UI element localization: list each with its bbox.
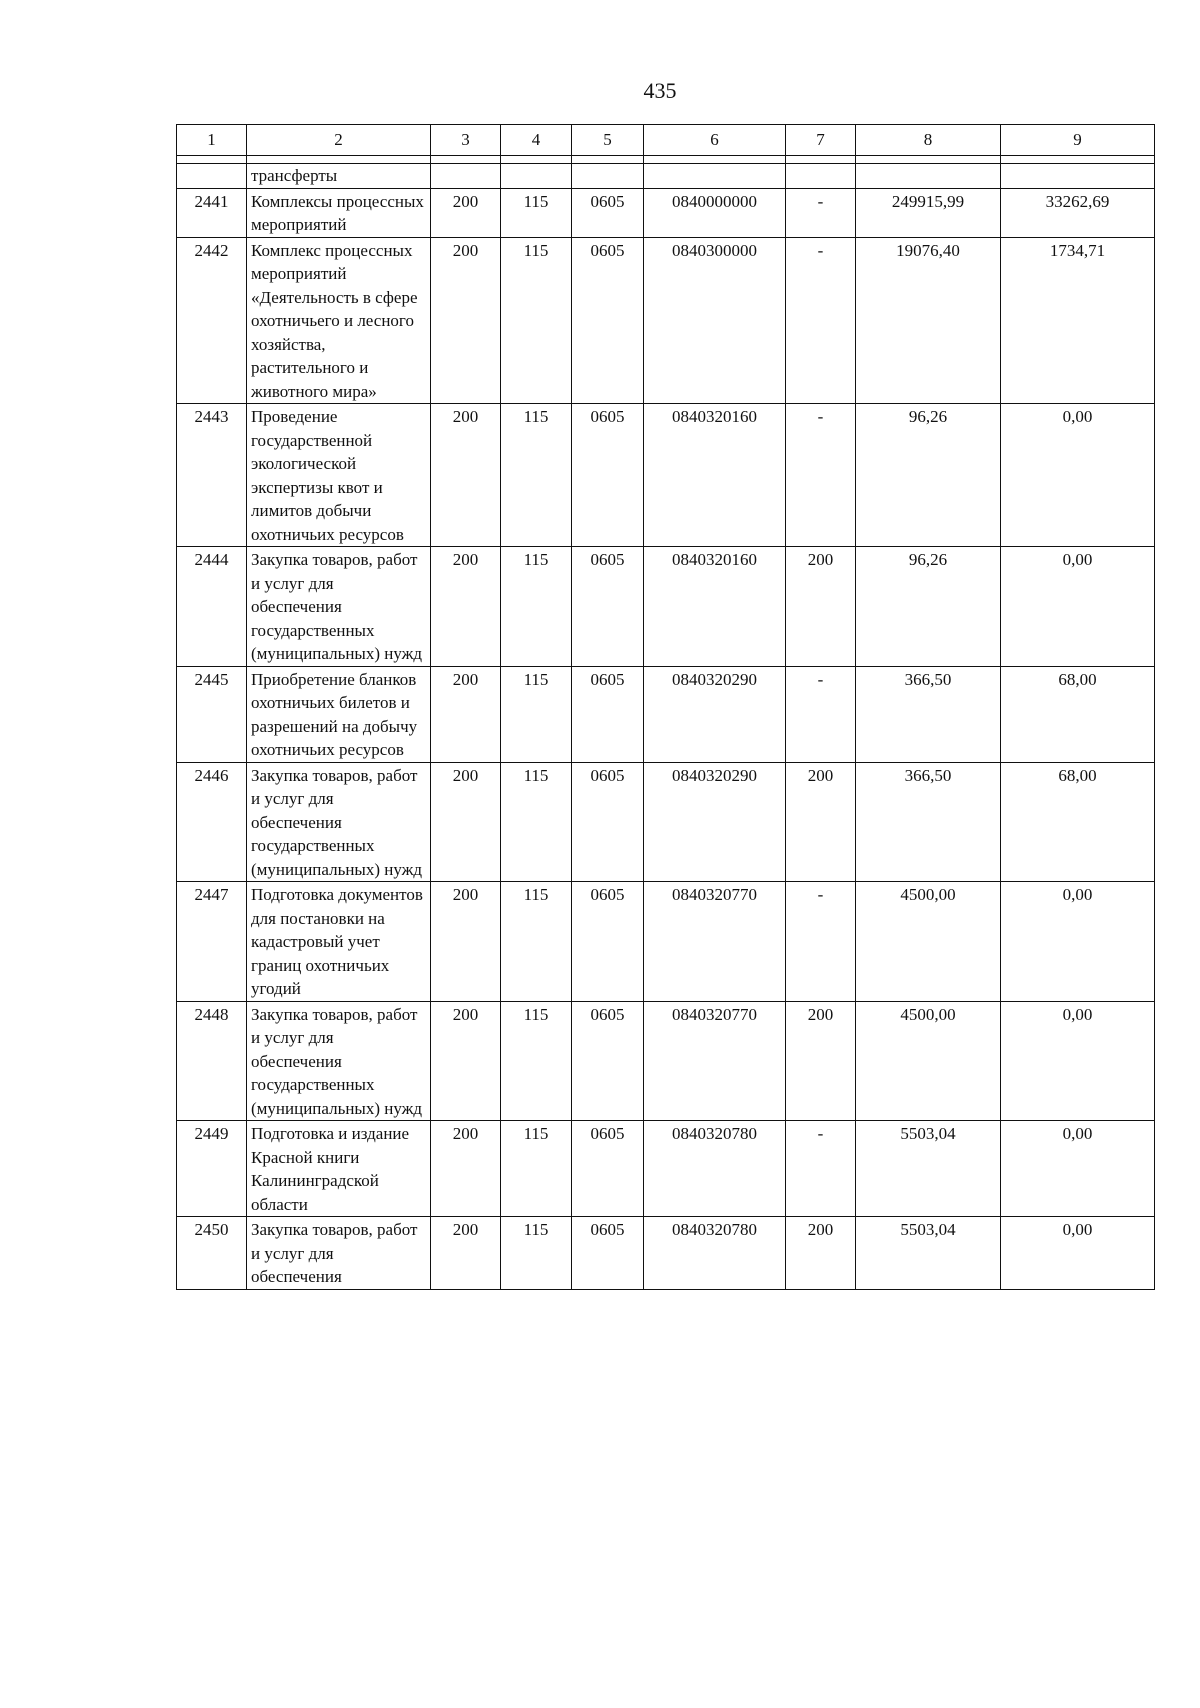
table-cell	[572, 164, 644, 189]
column-5-cell: 0605	[572, 404, 644, 547]
column-header: 8	[856, 125, 1001, 156]
column-8-cell: 249915,99	[856, 188, 1001, 237]
row-number-cell: 2447	[177, 882, 247, 1002]
column-7-cell: -	[786, 666, 856, 762]
column-4-cell: 115	[501, 762, 572, 882]
continuation-row	[177, 164, 1155, 189]
item-name-cell: Комплекс процессных мероприятий «Деятельность в сфере охотничьего и лесного хозяйства, растительного и животного мира»	[247, 237, 431, 404]
column-7-cell: -	[786, 404, 856, 547]
column-3-cell: 200	[431, 237, 501, 404]
column-8-cell: 4500,00	[856, 1001, 1001, 1121]
column-header: 7	[786, 125, 856, 156]
column-9-cell: 0,00	[1001, 1121, 1155, 1217]
data-rows	[177, 188, 1155, 1289]
table-cell	[786, 164, 856, 189]
table-cell	[177, 164, 247, 189]
spacer-cell	[177, 156, 247, 164]
column-header: 4	[501, 125, 572, 156]
spacer-cell	[247, 156, 431, 164]
spacer-row	[177, 156, 1155, 164]
column-4-cell: 115	[501, 404, 572, 547]
column-4-cell: 115	[501, 1121, 572, 1217]
column-5-cell: 0605	[572, 1121, 644, 1217]
table-body	[177, 156, 1155, 189]
column-header: 1	[177, 125, 247, 156]
column-3-cell: 200	[431, 1001, 501, 1121]
column-4-cell: 115	[501, 237, 572, 404]
column-5-cell: 0605	[572, 237, 644, 404]
column-3-cell: 200	[431, 188, 501, 237]
column-4-cell: 115	[501, 882, 572, 1002]
column-9-cell: 0,00	[1001, 1001, 1155, 1121]
table-header	[177, 125, 1155, 156]
column-5-cell: 0605	[572, 1001, 644, 1121]
table-row	[177, 1217, 1155, 1290]
table-row	[177, 404, 1155, 547]
spacer-cell	[856, 156, 1001, 164]
spacer-cell	[572, 156, 644, 164]
item-name-cell: Подготовка документов для постановки на кадастровый учет границ охотничьих угодий	[247, 882, 431, 1002]
column-header: 2	[247, 125, 431, 156]
column-6-cell: 0840320290	[644, 666, 786, 762]
spacer-cell	[644, 156, 786, 164]
column-7-cell: 200	[786, 1001, 856, 1121]
column-6-cell: 0840320160	[644, 547, 786, 667]
column-8-cell: 96,26	[856, 404, 1001, 547]
column-8-cell: 5503,04	[856, 1121, 1001, 1217]
column-7-cell: 200	[786, 547, 856, 667]
row-number-cell: 2450	[177, 1217, 247, 1290]
column-3-cell: 200	[431, 762, 501, 882]
column-header: 3	[431, 125, 501, 156]
item-name-cell: Закупка товаров, работ и услуг для обеспечения государственных (муниципальных) нужд	[247, 547, 431, 667]
column-8-cell: 5503,04	[856, 1217, 1001, 1290]
item-name-cell: Приобретение бланков охотничьих билетов и разрешений на добычу охотничьих ресурсов	[247, 666, 431, 762]
row-number-cell: 2444	[177, 547, 247, 667]
column-3-cell: 200	[431, 882, 501, 1002]
column-7-cell: -	[786, 1121, 856, 1217]
column-8-cell: 366,50	[856, 762, 1001, 882]
column-3-cell: 200	[431, 547, 501, 667]
column-3-cell: 200	[431, 1217, 501, 1290]
column-header: 9	[1001, 125, 1155, 156]
column-7-cell: -	[786, 882, 856, 1002]
row-number-cell: 2441	[177, 188, 247, 237]
column-6-cell: 0840320290	[644, 762, 786, 882]
column-5-cell: 0605	[572, 666, 644, 762]
column-6-cell: 0840320770	[644, 882, 786, 1002]
column-5-cell: 0605	[572, 188, 644, 237]
row-number-cell: 2448	[177, 1001, 247, 1121]
table-cell	[856, 164, 1001, 189]
column-6-cell: 0840320770	[644, 1001, 786, 1121]
spacer-cell	[1001, 156, 1155, 164]
spacer-cell	[431, 156, 501, 164]
table-row	[177, 882, 1155, 1002]
column-3-cell: 200	[431, 1121, 501, 1217]
row-number-cell: 2443	[177, 404, 247, 547]
table-row	[177, 1121, 1155, 1217]
table-row	[177, 1001, 1155, 1121]
row-number-cell: 2442	[177, 237, 247, 404]
column-9-cell: 0,00	[1001, 404, 1155, 547]
column-7-cell: 200	[786, 1217, 856, 1290]
column-4-cell: 115	[501, 547, 572, 667]
item-name-cell: Закупка товаров, работ и услуг для обеспечения государственных (муниципальных) нужд	[247, 1001, 431, 1121]
column-4-cell: 115	[501, 188, 572, 237]
item-name-cell: Проведение государственной экологической экспертизы квот и лимитов добычи охотничьих ресурсов	[247, 404, 431, 547]
table-row	[177, 188, 1155, 237]
continuation-text: трансферты	[247, 164, 431, 189]
column-5-cell: 0605	[572, 762, 644, 882]
column-4-cell: 115	[501, 1217, 572, 1290]
column-3-cell: 200	[431, 404, 501, 547]
column-9-cell: 0,00	[1001, 882, 1155, 1002]
column-9-cell: 0,00	[1001, 1217, 1155, 1290]
column-9-cell: 68,00	[1001, 666, 1155, 762]
column-8-cell: 366,50	[856, 666, 1001, 762]
table-row	[177, 237, 1155, 404]
spacer-cell	[786, 156, 856, 164]
column-6-cell: 0840320780	[644, 1217, 786, 1290]
row-number-cell: 2449	[177, 1121, 247, 1217]
column-6-cell: 0840320160	[644, 404, 786, 547]
column-8-cell: 19076,40	[856, 237, 1001, 404]
column-5-cell: 0605	[572, 882, 644, 1002]
item-name-cell: Закупка товаров, работ и услуг для обеспечения государственных (муниципальных) нужд	[247, 762, 431, 882]
column-7-cell: 200	[786, 762, 856, 882]
table-row	[177, 762, 1155, 882]
table-row	[177, 666, 1155, 762]
table-cell	[644, 164, 786, 189]
column-6-cell: 0840000000	[644, 188, 786, 237]
column-header: 6	[644, 125, 786, 156]
column-9-cell: 0,00	[1001, 547, 1155, 667]
item-name-cell: Подготовка и издание Красной книги Калининградской области	[247, 1121, 431, 1217]
page-number: 435	[643, 78, 677, 103]
column-4-cell: 115	[501, 666, 572, 762]
column-9-cell: 33262,69	[1001, 188, 1155, 237]
column-4-cell: 115	[501, 1001, 572, 1121]
column-8-cell: 96,26	[856, 547, 1001, 667]
column-5-cell: 0605	[572, 547, 644, 667]
column-number-row	[177, 125, 1155, 156]
spacer-cell	[501, 156, 572, 164]
column-6-cell: 0840320780	[644, 1121, 786, 1217]
column-3-cell: 200	[431, 666, 501, 762]
item-name-cell: Комплексы процессных мероприятий	[247, 188, 431, 237]
column-header: 5	[572, 125, 644, 156]
budget-table	[176, 124, 1155, 1290]
row-number-cell: 2446	[177, 762, 247, 882]
table-cell	[431, 164, 501, 189]
table-row	[177, 547, 1155, 667]
row-number-cell: 2445	[177, 666, 247, 762]
column-8-cell: 4500,00	[856, 882, 1001, 1002]
column-7-cell: -	[786, 237, 856, 404]
column-6-cell: 0840300000	[644, 237, 786, 404]
table-cell	[501, 164, 572, 189]
column-7-cell: -	[786, 188, 856, 237]
column-9-cell: 1734,71	[1001, 237, 1155, 404]
item-name-cell: Закупка товаров, работ и услуг для обеспечения	[247, 1217, 431, 1290]
column-9-cell: 68,00	[1001, 762, 1155, 882]
table-cell	[1001, 164, 1155, 189]
column-5-cell: 0605	[572, 1217, 644, 1290]
